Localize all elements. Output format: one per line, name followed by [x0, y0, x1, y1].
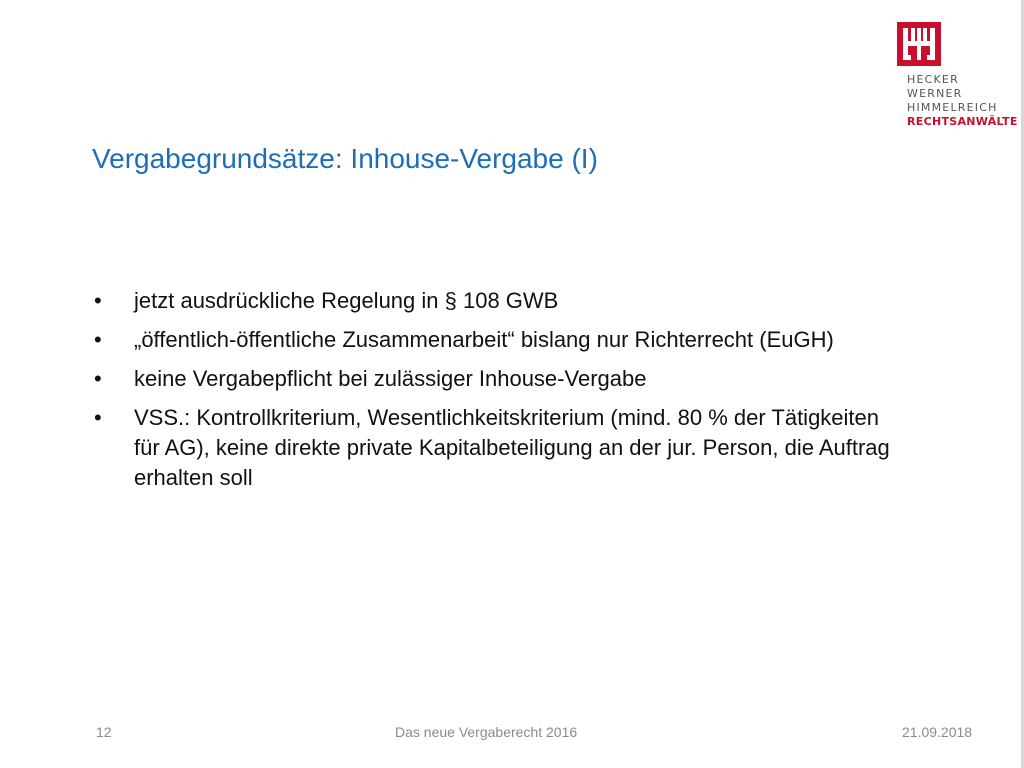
bullet-dot-icon: •: [94, 327, 102, 352]
bullet-dot-icon: •: [94, 405, 102, 430]
bullet-text: VSS.: Kontrollkriterium, Wesentlichkeitskriterium (mind. 80 % der Tätigkeiten für AG), keine direkte private Kapitalbeteiligung an der jur. Person, die Auftrag erhalten soll: [134, 405, 890, 490]
bullet-dot-icon: •: [94, 288, 102, 313]
bullet-text: jetzt ausdrückliche Regelung in § 108 GWB: [134, 288, 559, 313]
footer-date: 21.09.2018: [902, 724, 973, 740]
slide-title: Vergabegrundsätze: Inhouse-Vergabe (I): [92, 143, 598, 174]
bullet-item: [94, 403, 894, 493]
logo-line-3: HIMMELREICH: [907, 101, 998, 114]
bullet-item: [94, 286, 894, 316]
bullet-list: [94, 286, 894, 502]
logo-wordmark: [907, 73, 1018, 129]
company-logo: [897, 22, 1018, 140]
bullet-dot-icon: •: [94, 366, 102, 391]
bullet-text: keine Vergabepflicht bei zulässiger Inhouse-Vergabe: [134, 366, 647, 391]
bullet-item: [94, 364, 894, 394]
bullet-item: [94, 325, 894, 355]
footer-presentation-title: Das neue Vergaberecht 2016: [395, 724, 578, 740]
hwh-logo-icon: [897, 22, 941, 66]
logo-line-1: HECKER: [907, 73, 959, 86]
logo-line-2: WERNER: [907, 87, 963, 100]
footer-page-number: 12: [96, 724, 112, 740]
bullet-text: „öffentlich-öffentliche Zusammenarbeit“ bislang nur Richterrecht (EuGH): [134, 327, 834, 352]
logo-tagline: RECHTSANWÄLTE: [907, 115, 1018, 128]
